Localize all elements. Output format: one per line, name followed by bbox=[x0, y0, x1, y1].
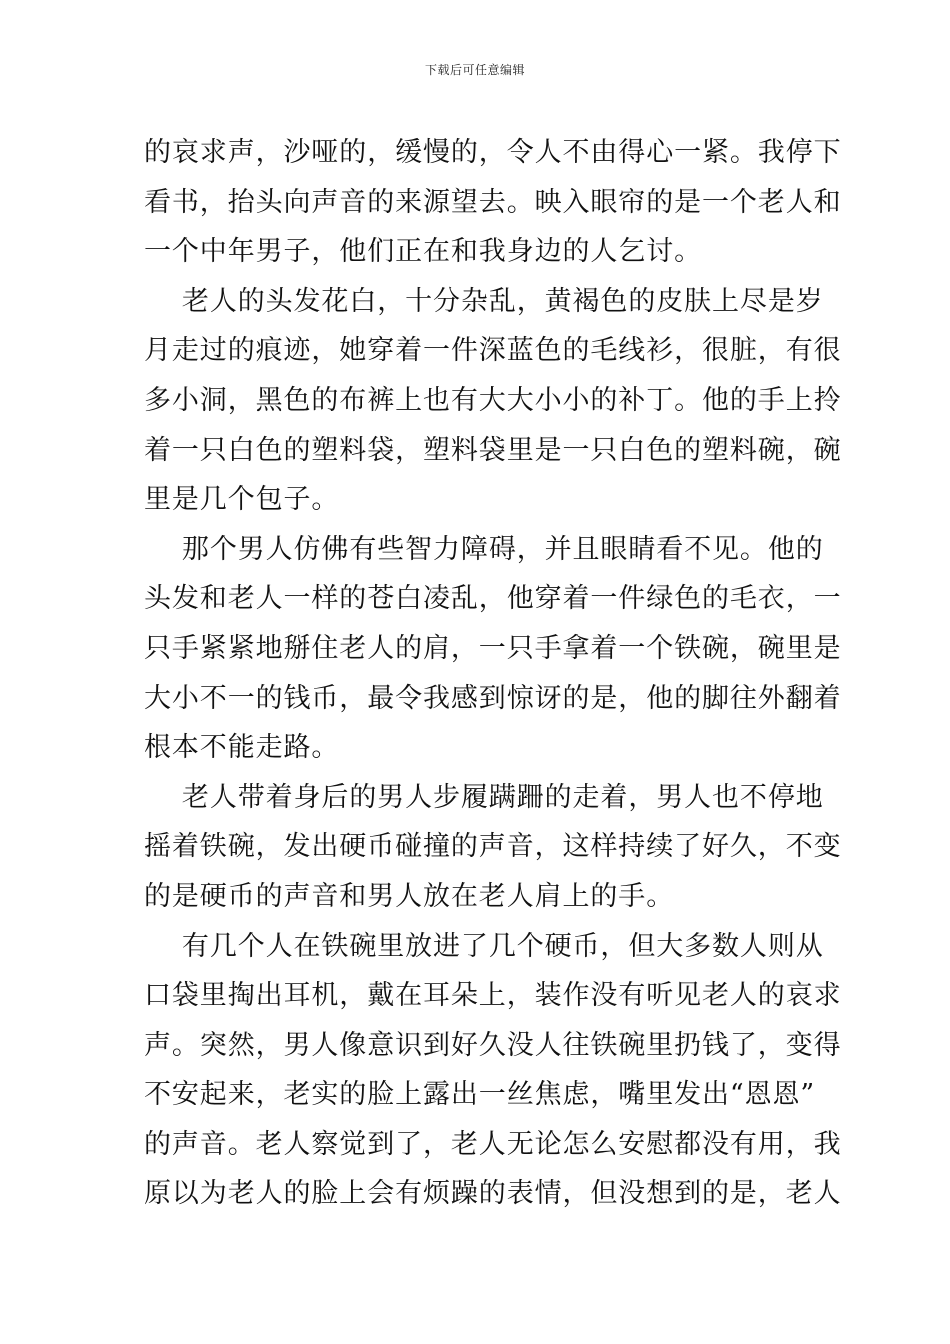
text-line: 的声音。老人察觉到了，老人无论怎么安慰都没有用，我 bbox=[144, 1128, 842, 1160]
text-line: 原以为老人的脸上会有烦躁的表情，但没想到的是，老人 bbox=[144, 1178, 842, 1210]
page-header: 下载后可任意编辑 bbox=[424, 63, 525, 77]
text-line: 根本不能走路。 bbox=[144, 732, 340, 764]
text-line: 不安起来，老实的脸上露出一丝焦虑，嘴里发出“恩恩” bbox=[144, 1079, 816, 1111]
text-line: 月走过的痕迹，她穿着一件深蓝色的毛线衫，很脏，有很 bbox=[144, 335, 842, 367]
text-line: 里是几个包子。 bbox=[144, 484, 340, 516]
text-line: 着一只白色的塑料袋，塑料袋里是一只白色的塑料碗，碗 bbox=[144, 434, 842, 466]
text-line: 看书，抬头向声音的来源望去。映入眼帘的是一个老人和 bbox=[144, 186, 842, 218]
text-line: 老人的头发花白，十分杂乱，黄褐色的皮肤上尽是岁 bbox=[144, 285, 824, 317]
text-line: 老人带着身后的男人步履蹒跚的走着，男人也不停地 bbox=[144, 781, 824, 813]
body-text bbox=[144, 128, 842, 1219]
text-line: 的是硬币的声音和男人放在老人肩上的手。 bbox=[144, 880, 675, 912]
text-line: 的哀求声，沙哑的，缓慢的，令人不由得心一紧。我停下 bbox=[144, 137, 842, 168]
text-line: 只手紧紧地掰住老人的肩，一只手拿着一个铁碗，碗里是 bbox=[144, 632, 842, 664]
text-line: 多小洞，黑色的布裤上也有大大小小的补丁。他的手上拎 bbox=[144, 384, 842, 416]
text-line: 头发和老人一样的苍白凌乱，他穿着一件绿色的毛衣，一 bbox=[144, 583, 842, 615]
text-line: 口袋里掏出耳机，戴在耳朵上，装作没有听见老人的哀求 bbox=[144, 980, 842, 1012]
text-line: 那个男人仿佛有些智力障碍，并且眼睛看不见。他的 bbox=[144, 533, 824, 565]
text-line: 大小不一的钱币，最令我感到惊讶的是，他的脚往外翻着 bbox=[144, 682, 842, 714]
text-line: 摇着铁碗，发出硬币碰撞的声音，这样持续了好久，不变 bbox=[144, 831, 842, 863]
text-line: 声。突然，男人像意识到好久没人往铁碗里扔钱了，变得 bbox=[144, 1029, 842, 1061]
text-line: 一个中年男子，他们正在和我身边的人乞讨。 bbox=[144, 236, 702, 268]
text-line: 有几个人在铁碗里放进了几个硬币，但大多数人则从 bbox=[144, 930, 824, 962]
